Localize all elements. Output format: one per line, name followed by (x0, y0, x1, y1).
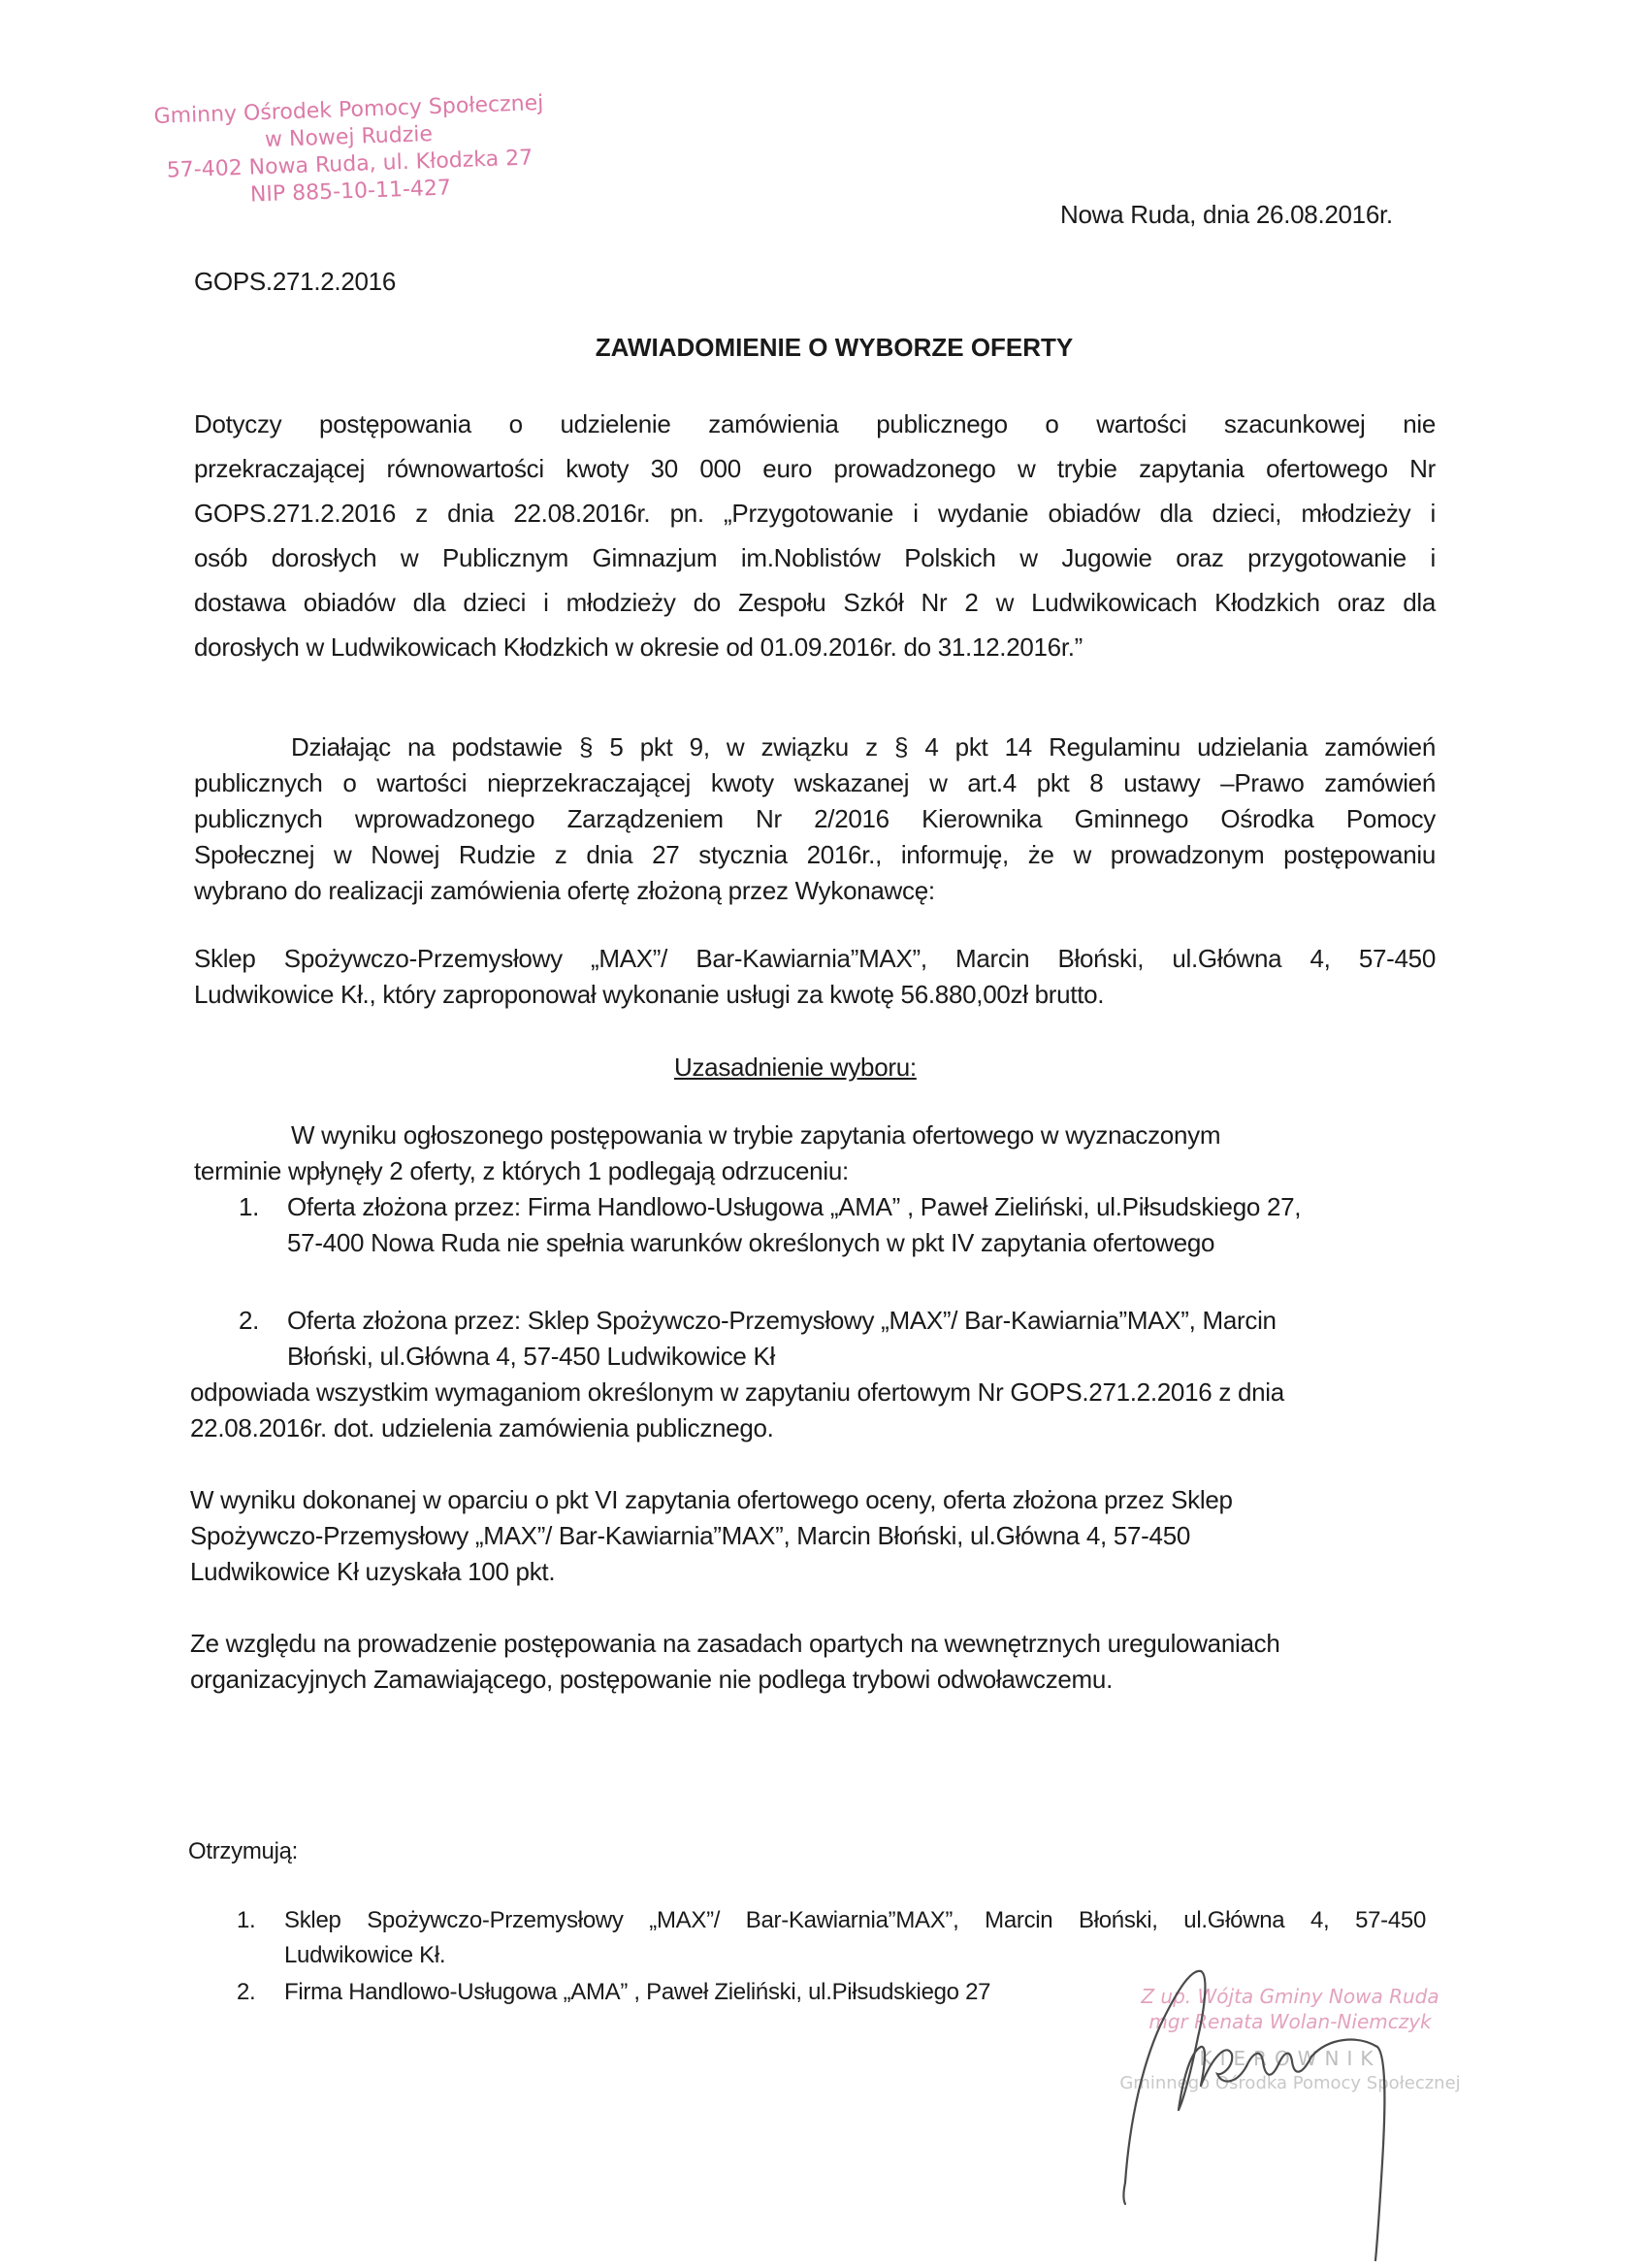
paragraph-line: wybrano do realizacji zamówienia ofertę złożoną przez Wykonawcę: (194, 876, 935, 905)
paragraph-line: terminie wpłynęły 2 oferty, z których 1 podlegają odrzuceniu: (194, 1156, 849, 1185)
paragraph-line: W wyniku ogłoszonego postępowania w trybie zapytania ofertowego w wyznaczonym (291, 1120, 1221, 1150)
offer-line: Oferta złożona przez: Firma Handlowo-Usługowa „AMA” , Paweł Zieliński, ul.Piłsudskiego 27, (287, 1192, 1302, 1221)
stamp-line: 57-402 Nowa Ruda, ul. Kłodzka 27 (166, 146, 534, 183)
offer-line: Oferta złożona przez: Sklep Spożywczo-Przemysłowy „MAX”/ Bar-Kawiarnia”MAX”, Marcin (287, 1306, 1277, 1335)
handwritten-signature-icon (1086, 1940, 1494, 2268)
paragraph-line: GOPS.271.2.2016 z dnia 22.08.2016r. pn. „Przygotowanie i wydanie obiadów dla dzieci, młodzieży i (194, 499, 1436, 528)
stamp-line: w Nowej Rudzie (264, 121, 434, 153)
stamp-line: mgr Renata Wolan-Niemczyk (1148, 2010, 1432, 2033)
recipients-heading: Otrzymują: (188, 1838, 299, 1864)
paragraph-line: Sklep Spożywczo-Przemysłowy „MAX”/ Bar-Kawiarnia”MAX”, Marcin Błoński, ul.Główna 4, 57-450 (194, 944, 1436, 973)
recipient-item-2 (194, 1975, 1164, 2010)
conformity-paragraph (190, 1375, 1441, 1446)
legal-basis-paragraph (194, 729, 1436, 909)
list-number: 2. (237, 1979, 256, 2005)
offer-line: 57-400 Nowa Ruda nie spełnia warunków określonych w pkt IV zapytania ofertowego (287, 1228, 1215, 1257)
justification-heading: Uzasadnienie wyboru: (674, 1053, 917, 1082)
paragraph-line: Działając na podstawie § 5 pkt 9, w związku z § 4 pkt 14 Regulaminu udzielania zamówień (291, 732, 1436, 761)
stamp-line: NIP 885-10-11-427 (249, 176, 452, 208)
justification-intro (194, 1118, 1436, 1189)
score-paragraph (190, 1482, 1441, 1590)
appeal-paragraph (190, 1626, 1441, 1698)
list-number: 2. (239, 1306, 260, 1335)
selected-contractor-paragraph (194, 941, 1436, 1013)
list-number: 1. (237, 1907, 256, 1933)
paragraph-line: publicznych wprowadzonego Zarządzeniem Nr 2/2016 Kierownika Gminnego Ośrodka Pomocy (194, 804, 1436, 833)
paragraph-line: organizacyjnych Zamawiającego, postępowanie nie podlega trybowi odwoławczemu. (190, 1665, 1113, 1694)
offer-item-2 (194, 1303, 1436, 1375)
paragraph-line: W wyniku dokonanej w oparciu o pkt VI zapytania ofertowego oceny, oferta złożona przez Sklep (190, 1485, 1233, 1514)
reference-number: GOPS.271.2.2016 (194, 267, 396, 296)
list-number: 1. (239, 1192, 260, 1221)
institution-stamp (153, 90, 545, 212)
stamp-line: KIEROWNIK (1199, 2047, 1381, 2070)
paragraph-line: dorosłych w Ludwikowicach Kłodzkich w okresie od 01.09.2016r. do 31.12.2016r.” (194, 632, 1083, 662)
stamp-line: Gminny Ośrodek Pomocy Społecznej (153, 90, 544, 129)
paragraph-line: dostawa obiadów dla dzieci i młodzieży do Zespołu Szkół Nr 2 w Ludwikowicach Kłodzkich oraz dla (194, 588, 1436, 617)
paragraph-line: Ludwikowice Kł uzyskała 100 pkt. (190, 1557, 556, 1586)
recipient-line: Sklep Spożywczo-Przemysłowy „MAX”/ Bar-Kawiarnia”MAX”, Marcin Błoński, ul.Główna 4, 57-450 (284, 1907, 1426, 1933)
paragraph-line: Dotyczy postępowania o udzielenie zamówienia publicznego o wartości szacunkowej nie (194, 409, 1436, 438)
paragraph-line: osób dorosłych w Publicznym Gimnazjum im.Noblistów Polskich w Jugowie oraz przygotowanie i (194, 543, 1436, 572)
paragraph-line: Ze względu na prowadzenie postępowania na zasadach opartych na wewnętrznych uregulowaniach (190, 1629, 1280, 1658)
document-title: ZAWIADOMIENIE O WYBORZE OFERTY (595, 333, 1074, 362)
paragraph-line: przekraczającej równowartości kwoty 30 000 euro prowadzonego w trybie zapytania ofertowego Nr (194, 454, 1436, 483)
recipient-line: Ludwikowice Kł. (284, 1942, 446, 1968)
paragraph-line: Społecznej w Nowej Rudzie z dnia 27 stycznia 2016r., informuję, że w prowadzonym postępowaniu (194, 840, 1436, 869)
offer-item-1 (194, 1189, 1436, 1261)
paragraph-line: publicznych o wartości nieprzekraczającej kwoty wskazanej w art.4 pkt 8 ustawy –Prawo zamówień (194, 768, 1436, 797)
intro-paragraph (194, 402, 1436, 669)
paragraph-line: Spożywczo-Przemysłowy „MAX”/ Bar-Kawiarnia”MAX”, Marcin Błoński, ul.Główna 4, 57-450 (190, 1521, 1191, 1550)
paragraph-line: Ludwikowice Kł., który zaproponował wykonanie usługi za kwotę 56.880,00zł brutto. (194, 980, 1105, 1009)
paragraph-line: odpowiada wszystkim wymaganiom określonym w zapytaniu ofertowym Nr GOPS.271.2.2016 z dnia (190, 1377, 1284, 1407)
stamp-line: Gminnego Ośrodka Pomocy Społecznej (1119, 2073, 1461, 2093)
stamp-line: Z up. Wójta Gminy Nowa Ruda (1141, 1985, 1439, 2008)
paragraph-line: 22.08.2016r. dot. udzielenia zamówienia publicznego. (190, 1413, 774, 1442)
place-date: Nowa Ruda, dnia 26.08.2016r. (1060, 200, 1393, 229)
offer-line: Błoński, ul.Główna 4, 57-450 Ludwikowice Kł (287, 1342, 776, 1371)
recipient-line: Firma Handlowo-Usługowa „AMA” , Paweł Zieliński, ul.Piłsudskiego 27 (284, 1979, 991, 2005)
